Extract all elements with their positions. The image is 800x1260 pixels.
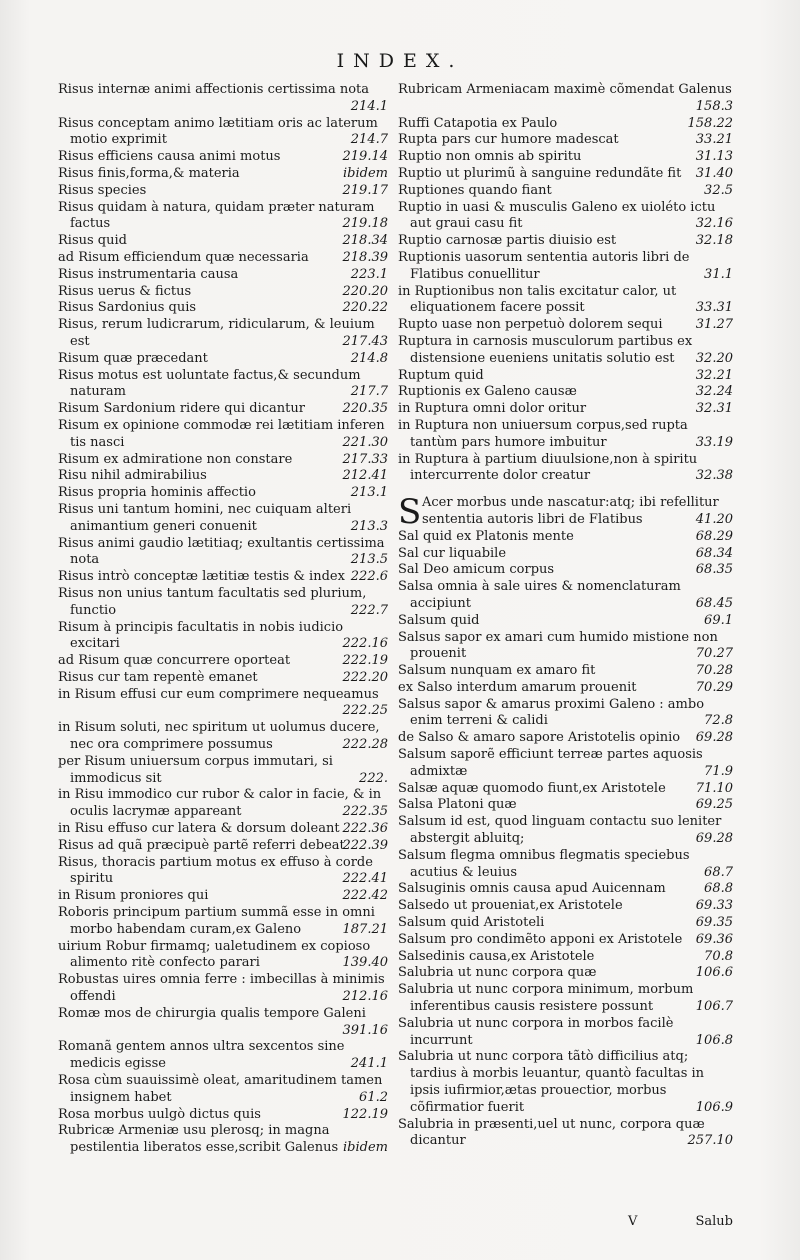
index-entry [58,468,388,485]
entry-ref: 257.10 [687,1133,733,1149]
entry-ref: 219.18 [342,216,388,232]
drop-cap: S [398,492,422,533]
index-entry [58,485,388,502]
entry-ref: 221.30 [342,434,388,450]
s-section-first-entry [398,492,733,533]
index-entry [58,687,388,721]
entry-ref: 222.41 [342,871,388,887]
entry-text: Risus cur tam repentè emanet [58,669,258,685]
entry-text: Risum ex admiratione non constare [58,451,293,467]
entry-text: Risus finis,forma,& materia [58,165,240,181]
entry-ref: 68.7 [704,864,733,880]
entry-text: in Ruptura à partium diuulsione,non à spiritu intercurrente dolor creatur [398,451,698,484]
entry-text: Risus, rerum ludicrarum, ridicularum, & leuium est [58,317,375,349]
entry-text: Salsum saporẽ efficiunt terreæ partes aquosis admixtæ [398,747,703,779]
entry-ref: 33.19 [695,434,733,450]
entry-ref: 68.29 [695,528,733,544]
index-entry [398,1016,733,1050]
entry-text: Risus internæ animi affectionis certissima nota [58,82,370,97]
index-entry [398,317,733,334]
entry-text: in Risum proniores qui [58,888,209,904]
index-entry [398,562,733,579]
index-entry [398,452,733,486]
entry-ref: 158.22 [687,115,733,131]
entry-ref: 31.13 [695,149,733,165]
entry-text: Ruptionis ex Galeno causæ [398,384,577,400]
index-entry [58,1006,388,1040]
entry-ref: 213.1 [350,485,388,501]
entry-text: Robustas uires omnia ferre : imbecillas à minimis offendi [58,972,385,1005]
entry-ref: 222.20 [342,669,388,685]
r-entries [398,82,733,485]
entry-text: Ruptio in uasi & musculis Galeno ex uioléto ictu aut graui casu fit [398,199,716,232]
entry-ref: 106.6 [695,965,733,981]
entry-text: Salsedinis causa,ex Aristotele [398,948,595,964]
entry-ref: 41.20 [695,511,733,527]
entry-ref: 122.19 [342,1106,388,1122]
entry-text: Risu nihil admirabilius [58,468,207,484]
index-entry [398,401,733,418]
entry-ref: 33.31 [695,300,733,316]
entry-text: Ruffi Catapotia ex Paulo [398,115,558,131]
index-entry [58,1123,388,1157]
index-entry [58,536,388,570]
right-column [398,82,733,1150]
index-entry [398,630,733,664]
index-entry [58,754,388,788]
entry-text: Sal Deo amicum corpus [398,562,555,578]
index-entry [58,1039,388,1073]
entry-ref: 219.14 [342,149,388,165]
entry-ref: 70.27 [695,646,733,662]
entry-ref: 32.20 [695,350,733,366]
entry-text: in Ruptura omni dolor oritur [398,401,587,417]
entry-ref: 391.16 [342,1022,388,1038]
index-entry [58,200,388,234]
index-entry [58,972,388,1006]
entry-ref: 220.20 [342,283,388,299]
index-entry [58,653,388,670]
index-entry [58,250,388,267]
entry-text: Salubria ut nunc corpora in morbos facilè incurrunt [398,1015,674,1048]
index-entry [398,1049,733,1116]
index-entry [398,250,733,284]
entry-text: Salsum nunquam ex amaro fit [398,663,596,679]
entry-ref: 158.3 [695,98,733,114]
entry-text: Risum Sardonium ridere qui dicantur [58,401,305,417]
entry-ref: 32.38 [695,468,733,484]
index-entry [398,747,733,781]
entry-ref: 187.21 [342,921,388,937]
entry-text: Risus quid [58,233,127,249]
entry-ref: 222.19 [342,653,388,669]
entry-ref: 32.21 [695,367,733,383]
entry-ref: 68.45 [695,595,733,611]
index-entry [398,982,733,1016]
index-entry [58,166,388,183]
index-entry [58,267,388,284]
entry-text: Rubricæ Armeniæ usu plerosq; in magna pestilentia liberatos esse,scribit Galenus [58,1123,339,1156]
entry-text: Rosa cùm suauissimè oleat, amaritudinem tamen insignem habet [58,1073,383,1105]
index-entry [398,730,733,747]
entry-text: Rupto uase non perpetuò dolorem sequi [398,317,663,333]
entry-text: Salsus sapor & amarus proximi Galeno : ambo enim terreni & calidi [398,696,705,729]
index-entry [58,116,388,150]
entry-ref: 61.2 [359,1089,388,1105]
entry-ref: 241.1 [350,1056,388,1072]
entry-ref: 69.1 [704,612,733,628]
index-entry [58,939,388,973]
index-entry [398,116,733,133]
entry-text: Risus uni tantum homini, nec cuiquam alteri animantium generi conuenit [58,501,352,534]
entry-text: Risus propria hominis affectio [58,485,256,501]
entry-text: Risus motus est uoluntate factus,& secundum naturam [58,367,361,400]
entry-text: in Ruptionibus non talis excitatur calor, ut eliquationem facere possit [398,283,677,316]
index-entry [58,351,388,368]
entry-text: Rubricam Armeniacam maximè cõmendat Galenus [398,82,732,97]
index-entry [58,1073,388,1107]
index-entry [398,814,733,848]
entry-text: in Risu immodico cur rubor & calor in facie, & in oculis lacrymæ appareant [58,787,382,820]
index-entry [398,149,733,166]
entry-text: Risus instrumentaria causa [58,266,239,282]
entry-text: Salsus sapor ex amari cum humido mistione non prouenit [398,629,718,662]
entry-ref: 220.22 [342,300,388,316]
index-entry [398,781,733,798]
index-entry [398,915,733,932]
entry-text: Rupta pars cur humore madescat [398,132,619,148]
entry-text: in Risu effuso cur latera & dorsum doleant [58,821,340,837]
entry-text: Risus quidam à natura, quidam præter naturam factus [58,199,375,232]
entry-ref: 222.35 [342,804,388,820]
entry-text: Salubria ut nunc corpora quæ [398,965,597,981]
index-entry [58,502,388,536]
entry-text: Ruptum quid [398,367,484,383]
index-entry [58,620,388,654]
index-entry [58,905,388,939]
entry-ref: 106.9 [695,1099,733,1115]
index-entry [398,418,733,452]
entry-text: Salsa Platoni quæ [398,797,517,813]
entry-ref: 68.8 [704,881,733,897]
entry-ref: 222. [359,770,388,786]
index-entry [398,546,733,563]
entry-text: Salsæ aquæ quomodo fiunt,ex Aristotele [398,780,666,796]
index-entry [58,368,388,402]
catchword: Salub [695,1214,733,1229]
entry-ref: 222.6 [350,569,388,585]
entry-text: Risus, thoracis partium motus ex effuso à corde spiritu [58,854,373,887]
entry-ref: 68.35 [695,562,733,578]
index-entry [58,569,388,586]
entry-ref: 106.8 [695,1032,733,1048]
index-entry [398,697,733,731]
index-entry [58,401,388,418]
entry-text: Salubria ut nunc corpora minimum, morbum inferentibus causis resistere possunt [398,982,694,1015]
entry-ref: 222.7 [350,602,388,618]
index-entry [398,82,733,116]
entry-text: Rosa morbus uulgò dictus quis [58,1106,261,1122]
index-entry [398,579,733,613]
index-entry [58,586,388,620]
entry-ref: 139.40 [342,955,388,971]
entry-ref: 32.24 [695,384,733,400]
index-entry [398,663,733,680]
entry-ref: 31.1 [704,266,733,282]
entry-ref: 31.40 [695,165,733,181]
entry-ref: 218.39 [342,249,388,265]
entry-text: Salubria in præsenti,uel ut nunc, corpora quæ dicantur [398,1116,705,1149]
entry-ref: 69.33 [695,898,733,914]
index-entry [58,720,388,754]
entry-text: Risus non unius tantum facultatis sed plurium, functio [58,585,367,618]
entry-ref: 217.43 [342,333,388,349]
entry-ref: ibidem [343,1140,388,1156]
entry-ref: 222.36 [342,821,388,837]
index-entry [398,680,733,697]
entry-text: Risus efficiens causa animi motus [58,149,281,165]
index-entry [58,300,388,317]
index-entry [398,529,733,546]
entry-ref: 32.16 [695,216,733,232]
entry-text: Sal quid ex Platonis mente [398,528,574,544]
entry-ref: 32.5 [704,182,733,198]
entry-text: Risus Sardonius quis [58,300,197,316]
entry-ref: 213.3 [350,518,388,534]
entry-text: per Risum uniuersum corpus immutari, si immodicus sit [58,753,333,786]
signature-mark: V [628,1214,638,1229]
index-entry [398,200,733,234]
index-entry [58,1107,388,1124]
index-entry [398,233,733,250]
entry-text: Romanã gentem annos ultra sexcentos sine medicis egisse [58,1039,345,1072]
index-entry [58,418,388,452]
entry-text: Risus intrò conceptæ lætitiæ testis & index [58,569,345,585]
entry-text: Risus ad quã præcipuè partẽ referri debeat [58,837,345,853]
index-entry [398,368,733,385]
entry-ref: 71.9 [704,763,733,779]
entry-ref: 214.1 [350,98,388,114]
index-entry [58,233,388,250]
index-entry [398,949,733,966]
entry-ref: 68.34 [695,545,733,561]
entry-ref: 217.33 [342,451,388,467]
entry-text: ex Salso interdum amarum prouenit [398,679,637,695]
index-entry [58,149,388,166]
left-column [58,82,388,1157]
entry-ref: 223.1 [350,266,388,282]
entry-ref: ibidem [343,165,388,181]
entry-ref: 218.34 [342,233,388,249]
entry-ref: 222.39 [342,837,388,853]
index-entry [398,384,733,401]
entry-text: in Risum effusi cur eum comprimere nequeamus [58,686,379,702]
entry-ref: 71.10 [695,780,733,796]
entry-ref: 33.21 [695,132,733,148]
entry-ref: 214.7 [350,132,388,148]
index-entry [58,787,388,821]
index-entry [58,888,388,905]
index-entry [398,848,733,882]
entry-ref: 70.29 [695,679,733,695]
entry-ref: 69.25 [695,797,733,813]
index-entry [398,613,733,630]
entry-text: Risum ex opinione commodæ rei lætitiam inferen tis nasci [58,417,385,450]
index-entry [398,334,733,368]
index-entry [398,898,733,915]
entry-text: Salsuginis omnis causa apud Auicennam [398,881,666,897]
entry-text: Salsum flegma omnibus flegmatis speciebus acutius & leuius [398,847,690,880]
index-entry [398,965,733,982]
index-entry [398,132,733,149]
index-entry [398,166,733,183]
entry-text: in Risum soluti, nec spiritum ut uolumus ducere, nec ora comprimere possumus [58,720,380,753]
entry-text: Risum à principis facultatis in nobis iudicio excitari [58,619,344,652]
entry-text: Risum quæ præcedant [58,350,208,366]
entry-text: Salsedo ut proueniat,ex Aristotele [398,898,623,914]
entry-ref: 219.17 [342,182,388,198]
entry-text: de Salso & amaro sapore Aristotelis opinio [398,730,681,746]
index-entry [58,670,388,687]
index-entry [58,855,388,889]
entry-ref: 106.7 [695,999,733,1015]
index-entry [58,452,388,469]
entry-text: Risus species [58,182,147,198]
entry-text: Ruptio carnosæ partis diuisio est [398,233,617,249]
index-entry [398,183,733,200]
entry-text: Acer morbus unde nascatur:atq; ibi refellitur sententia autoris libri de Flatibus [422,495,719,527]
entry-text: in Ruptura non uniuersum corpus,sed rupta tantùm pars humore imbuitur [398,417,688,450]
entry-text: Salubria ut nunc corpora tãtò difficilius atq; tardius à morbis leuantur, quantò facultas in ipsis iufirmior,ætas prouectior, morbus cõfirmatior fuerit [398,1049,705,1115]
entry-text: Salsa omnia à sale uires & nomenclaturam accipiunt [398,579,681,611]
page-footer [398,1214,733,1236]
entry-text: Salsum quid [398,612,480,628]
entry-text: Ruptio non omnis ab spiritu [398,149,582,165]
entry-ref: 222.42 [342,888,388,904]
entry-text: Salsum pro condimẽto apponi ex Aristotele [398,931,683,947]
index-entry [398,797,733,814]
entry-text: Salsum quid Aristoteli [398,915,545,931]
entry-text: Ruptura in carnosis musculorum partibus ex distensione eueniens unitatis solutio est [398,333,693,366]
entry-ref: 72.8 [704,713,733,729]
entry-text: Risus conceptam animo lætitiam oris ac laterum motio exprimit [58,115,378,148]
entry-ref: 212.16 [342,989,388,1005]
index-entry [398,1117,733,1151]
entry-text: Ruptiones quando fiant [398,182,552,198]
entry-ref: 70.28 [695,663,733,679]
page-header: INDEX. [336,50,464,72]
entry-ref: 214.8 [350,350,388,366]
index-entry [58,838,388,855]
entry-text: Salsum id est, quod linguam contactu suo leniter abstergit abluitq; [398,814,722,847]
entry-text: ad Risum efficiendum quæ necessaria [58,249,309,265]
entry-ref: 213.5 [350,552,388,568]
entry-text: uirium Robur firmamq; ualetudinem ex copioso alimento ritè confecto parari [58,938,371,971]
s-entries [398,529,733,1150]
entry-ref: 69.36 [695,931,733,947]
index-entry [58,183,388,200]
entry-ref: 217.7 [350,384,388,400]
index-entry [398,881,733,898]
entry-text: Ruptionis uasorum sententia autoris libri de Flatibus conuellitur [398,249,690,282]
entry-text: Risus uerus & fictus [58,283,192,299]
index-entry [58,82,388,116]
index-entry [398,284,733,318]
entry-ref: 69.28 [695,730,733,746]
entry-text: Ruptio ut plurimũ à sanguine redundãte fit [398,165,682,181]
entry-ref: 32.31 [695,401,733,417]
entry-text: Risus animi gaudio lætitiaq; exultantis certissima nota [58,535,385,568]
entry-text: Roboris principum partium summã esse in omni morbo habendam curam,ex Galeno [58,905,375,937]
index-entry [58,317,388,351]
entry-ref: 32.18 [695,233,733,249]
entry-ref: 69.28 [695,831,733,847]
entry-text: ad Risum quæ concurrere oporteat [58,653,291,669]
index-entry [398,932,733,949]
index-entry [58,284,388,301]
entry-ref: 212.41 [342,468,388,484]
entry-ref: 220.35 [342,401,388,417]
entry-ref: 31.27 [695,317,733,333]
entry-text: Sal cur liquabile [398,545,507,561]
entry-ref: 222.28 [342,737,388,753]
entry-ref: 222.25 [342,703,388,719]
entry-ref: 222.16 [342,636,388,652]
index-entry [58,821,388,838]
entry-ref: 70.8 [704,948,733,964]
entry-text: Romæ mos de chirurgia qualis tempore Galeni [58,1005,366,1021]
entry-ref: 69.35 [695,915,733,931]
